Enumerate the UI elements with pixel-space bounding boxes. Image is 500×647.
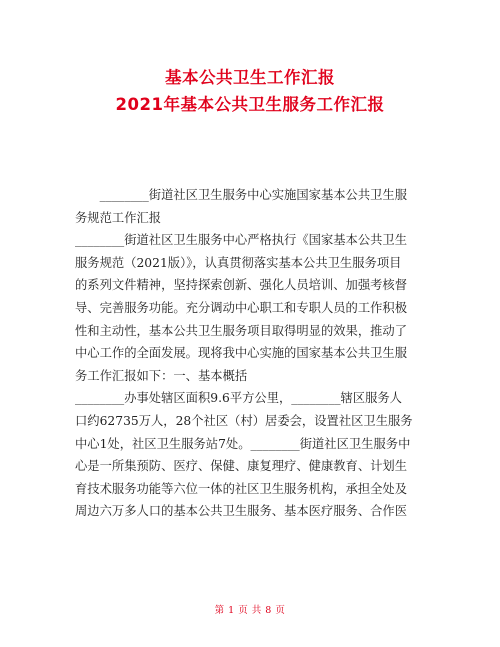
body-line: 口约62735万人，28个社区（村）居委会，设置社区卫生服务 xyxy=(75,413,413,428)
body-line: 务规范工作汇报 xyxy=(75,210,162,225)
body-line: 育技术服务功能等六位一体的社区卫生服务机构，承担全处及 xyxy=(75,481,408,496)
body-line: 的系列文件精神，坚持探索创新、强化人员培训、加强考核督 xyxy=(75,278,408,293)
document-title xyxy=(0,64,500,118)
body-line: ________办事处辖区面积9.6平方公里，________辖区服务人 xyxy=(75,391,402,406)
body-line: 导、完善服务功能。充分调动中心职工和专职人员的工作积极 xyxy=(75,300,408,315)
body-line: 性和主动性，基本公共卫生服务项目取得明显的效果，推动了 xyxy=(75,323,408,338)
body-line: 周边六万多人口的基本公共卫生服务、基本医疗服务、合作医 xyxy=(75,504,408,519)
title-line-1: 基本公共卫生工作汇报 xyxy=(165,68,335,87)
body-line: ________街道社区卫生服务中心实施国家基本公共卫生服 xyxy=(75,188,408,202)
page-footer: 第 1 页 共 8 页 xyxy=(214,605,286,616)
body-line: 中心1处，社区卫生服务站7处。________街道社区卫生服务中 xyxy=(75,436,411,451)
body-line: 务工作汇报如下：一、基本概括 xyxy=(75,368,248,383)
body-line: 服务规范（2021版）》，认真贯彻落实基本公共卫生服务项目 xyxy=(75,255,402,270)
body-line: 心是一所集预防、医疗、保健、康复理疗、健康教育、计划生 xyxy=(75,459,408,474)
title-line-2: 2021年基本公共卫生服务工作汇报 xyxy=(115,95,385,114)
body-line: 中心工作的全面发展。现将我中心实施的国家基本公共卫生服 xyxy=(75,346,408,361)
document-body xyxy=(75,184,435,523)
body-line: ________街道社区卫生服务中心严格执行《国家基本公共卫生 xyxy=(75,233,408,248)
